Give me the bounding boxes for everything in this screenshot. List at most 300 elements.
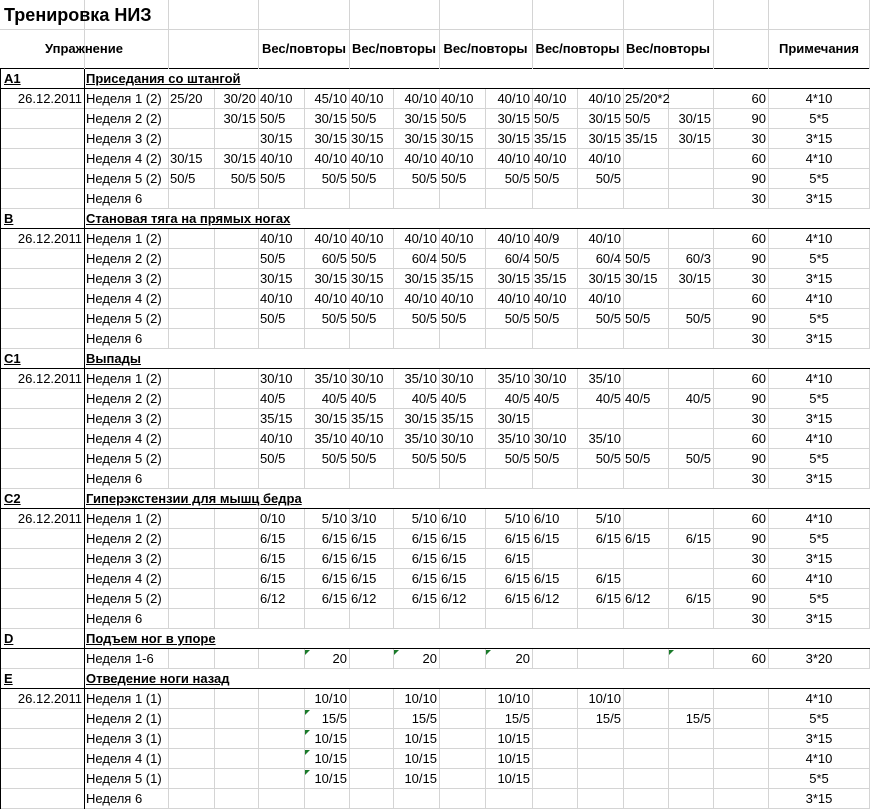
- week-label[interactable]: Неделя 6: [86, 191, 143, 206]
- set-9-cell[interactable]: 6/15: [534, 531, 560, 546]
- notes-cell[interactable]: 3*15: [805, 731, 833, 746]
- set-8-cell[interactable]: 10/15: [497, 751, 530, 766]
- set-12-cell[interactable]: [668, 789, 713, 809]
- set-10-cell[interactable]: 50/5: [595, 171, 621, 186]
- rest-seconds[interactable]: [713, 709, 768, 729]
- rest-seconds[interactable]: 60: [751, 91, 766, 106]
- header-weight-reps-4[interactable]: Вес/повторы: [535, 41, 620, 56]
- set-3-cell[interactable]: 6/15: [260, 531, 286, 546]
- notes-cell[interactable]: 4*10: [805, 691, 833, 706]
- set-2-cell[interactable]: [214, 649, 258, 669]
- set-1-cell[interactable]: [168, 429, 214, 449]
- set-6-cell[interactable]: 10/15: [404, 731, 437, 746]
- set-8-cell[interactable]: 10/10: [497, 691, 530, 706]
- set-1-cell[interactable]: [168, 369, 214, 389]
- set-7-cell[interactable]: 35/15: [441, 411, 474, 426]
- rest-seconds[interactable]: 60: [751, 651, 766, 666]
- set-12-cell[interactable]: [668, 189, 713, 209]
- set-9-cell[interactable]: 40/10: [534, 91, 567, 106]
- set-7-cell[interactable]: 40/10: [441, 231, 474, 246]
- set-11-cell[interactable]: 50/5: [625, 251, 651, 266]
- date-cell[interactable]: 26.12.2011: [17, 511, 82, 526]
- set-7-cell[interactable]: [439, 709, 485, 729]
- date-cell[interactable]: [0, 169, 84, 189]
- set-4-cell[interactable]: 10/15: [314, 771, 347, 786]
- set-4-cell[interactable]: 50/5: [321, 311, 347, 326]
- set-5-cell[interactable]: [349, 689, 393, 709]
- set-4-cell[interactable]: 6/15: [321, 551, 347, 566]
- week-label[interactable]: Неделя 1 (2): [86, 91, 162, 106]
- notes-cell[interactable]: 5*5: [809, 711, 829, 726]
- date-cell[interactable]: [0, 569, 84, 589]
- set-5-cell[interactable]: [349, 469, 393, 489]
- set-4-cell[interactable]: 5/10: [321, 511, 347, 526]
- rest-seconds[interactable]: 90: [751, 251, 766, 266]
- notes-cell[interactable]: 3*15: [805, 791, 833, 806]
- set-7-cell[interactable]: 40/10: [441, 151, 474, 166]
- set-6-cell[interactable]: 30/15: [404, 411, 437, 426]
- set-3-cell[interactable]: 40/10: [260, 291, 293, 306]
- set-3-cell[interactable]: [258, 649, 304, 669]
- set-6-cell[interactable]: 40/10: [404, 291, 437, 306]
- set-1-cell[interactable]: [168, 769, 214, 789]
- set-1-cell[interactable]: [168, 729, 214, 749]
- set-6-cell[interactable]: 6/15: [411, 591, 437, 606]
- set-11-cell[interactable]: 50/5: [625, 451, 651, 466]
- set-10-cell[interactable]: [577, 769, 623, 789]
- set-9-cell[interactable]: 50/5: [534, 171, 560, 186]
- set-4-cell[interactable]: [304, 469, 349, 489]
- set-10-cell[interactable]: 50/5: [595, 451, 621, 466]
- date-cell[interactable]: [0, 129, 84, 149]
- date-cell[interactable]: [0, 589, 84, 609]
- week-label[interactable]: Неделя 6: [86, 331, 143, 346]
- set-8-cell[interactable]: 15/5: [504, 711, 530, 726]
- notes-cell[interactable]: 3*15: [805, 411, 833, 426]
- set-7-cell[interactable]: 40/5: [441, 391, 467, 406]
- set-4-cell[interactable]: 40/10: [314, 291, 347, 306]
- set-1-cell[interactable]: [168, 709, 214, 729]
- set-6-cell[interactable]: 10/15: [404, 771, 437, 786]
- set-4-cell[interactable]: 50/5: [321, 171, 347, 186]
- set-8-cell[interactable]: 10/15: [497, 771, 530, 786]
- set-1-cell[interactable]: [168, 309, 214, 329]
- set-4-cell[interactable]: 35/10: [314, 431, 347, 446]
- week-label[interactable]: Неделя 4 (2): [86, 291, 162, 306]
- notes-cell[interactable]: 5*5: [809, 591, 829, 606]
- set-2-cell[interactable]: [214, 289, 258, 309]
- set-9-cell[interactable]: [532, 409, 577, 429]
- date-cell[interactable]: [0, 389, 84, 409]
- notes-cell[interactable]: 4*10: [805, 291, 833, 306]
- set-6-cell[interactable]: 10/10: [404, 691, 437, 706]
- set-3-cell[interactable]: 40/10: [260, 231, 293, 246]
- set-12-cell[interactable]: [668, 769, 713, 789]
- rest-seconds[interactable]: [713, 689, 768, 709]
- set-1-cell[interactable]: [168, 789, 214, 809]
- set-5-cell[interactable]: [349, 789, 393, 809]
- set-2-cell[interactable]: [214, 469, 258, 489]
- rest-seconds[interactable]: 60: [751, 291, 766, 306]
- set-12-cell[interactable]: 30/15: [678, 131, 711, 146]
- set-11-cell[interactable]: [623, 169, 668, 189]
- set-6-cell[interactable]: 5/10: [411, 511, 437, 526]
- set-3-cell[interactable]: 6/15: [260, 571, 286, 586]
- set-11-cell[interactable]: [623, 709, 668, 729]
- set-11-cell[interactable]: [623, 729, 668, 749]
- set-2-cell[interactable]: [214, 409, 258, 429]
- set-11-cell[interactable]: [623, 789, 668, 809]
- set-2-cell[interactable]: [214, 389, 258, 409]
- week-label[interactable]: Неделя 6: [86, 471, 143, 486]
- set-2-cell[interactable]: [214, 589, 258, 609]
- set-7-cell[interactable]: 30/15: [441, 131, 474, 146]
- notes-cell[interactable]: 5*5: [809, 771, 829, 786]
- week-label[interactable]: Неделя 5 (2): [86, 451, 162, 466]
- set-5-cell[interactable]: 6/12: [351, 591, 377, 606]
- set-12-cell[interactable]: [668, 229, 713, 249]
- set-8-cell[interactable]: 30/15: [497, 271, 530, 286]
- set-4-cell[interactable]: 35/10: [314, 371, 347, 386]
- set-12-cell[interactable]: [668, 649, 713, 669]
- set-3-cell[interactable]: 30/15: [260, 271, 293, 286]
- set-11-cell[interactable]: [623, 769, 668, 789]
- set-2-cell[interactable]: [214, 189, 258, 209]
- set-10-cell[interactable]: [577, 189, 623, 209]
- set-6-cell[interactable]: [393, 469, 439, 489]
- set-9-cell[interactable]: [532, 469, 577, 489]
- notes-cell[interactable]: 4*10: [805, 371, 833, 386]
- date-cell[interactable]: 26.12.2011: [17, 691, 82, 706]
- set-3-cell[interactable]: 30/15: [260, 131, 293, 146]
- set-1-cell[interactable]: [168, 569, 214, 589]
- set-7-cell[interactable]: 6/15: [441, 571, 467, 586]
- set-10-cell[interactable]: 5/10: [595, 511, 621, 526]
- set-7-cell[interactable]: 50/5: [441, 251, 467, 266]
- set-12-cell[interactable]: 50/5: [685, 311, 711, 326]
- set-6-cell[interactable]: 20: [422, 651, 437, 666]
- set-8-cell[interactable]: 50/5: [504, 311, 530, 326]
- set-6-cell[interactable]: 30/15: [404, 111, 437, 126]
- set-12-cell[interactable]: [668, 169, 713, 189]
- set-3-cell[interactable]: [258, 189, 304, 209]
- set-10-cell[interactable]: 6/15: [595, 571, 621, 586]
- set-7-cell[interactable]: [439, 469, 485, 489]
- set-7-cell[interactable]: 30/10: [441, 431, 474, 446]
- header-exercise[interactable]: Упражнение: [45, 41, 123, 56]
- set-5-cell[interactable]: 3/10: [351, 511, 377, 526]
- set-3-cell[interactable]: [258, 749, 304, 769]
- notes-cell[interactable]: 5*5: [809, 171, 829, 186]
- week-label[interactable]: Неделя 1 (2): [86, 371, 162, 386]
- set-3-cell[interactable]: 40/10: [260, 431, 293, 446]
- set-10-cell[interactable]: 40/10: [588, 151, 621, 166]
- set-3-cell[interactable]: [258, 689, 304, 709]
- set-7-cell[interactable]: 6/12: [441, 591, 467, 606]
- week-label[interactable]: Неделя 5 (2): [86, 591, 162, 606]
- set-12-cell[interactable]: [668, 369, 713, 389]
- set-2-cell[interactable]: [214, 449, 258, 469]
- set-2-cell[interactable]: [214, 249, 258, 269]
- set-7-cell[interactable]: [439, 329, 485, 349]
- set-8-cell[interactable]: 35/10: [497, 371, 530, 386]
- set-9-cell[interactable]: 50/5: [534, 251, 560, 266]
- set-12-cell[interactable]: [668, 749, 713, 769]
- set-3-cell[interactable]: [258, 709, 304, 729]
- set-2-cell[interactable]: [214, 369, 258, 389]
- rest-seconds[interactable]: 60: [751, 571, 766, 586]
- set-8-cell[interactable]: 30/15: [497, 111, 530, 126]
- set-12-cell[interactable]: 15/5: [685, 711, 711, 726]
- set-9-cell[interactable]: [532, 329, 577, 349]
- set-5-cell[interactable]: 50/5: [351, 171, 377, 186]
- notes-cell[interactable]: 3*15: [805, 471, 833, 486]
- set-10-cell[interactable]: 10/10: [588, 691, 621, 706]
- week-label[interactable]: Неделя 3 (2): [86, 271, 162, 286]
- set-2-cell[interactable]: 30/15: [223, 111, 256, 126]
- set-3-cell[interactable]: 40/10: [260, 151, 293, 166]
- set-2-cell[interactable]: [214, 549, 258, 569]
- set-6-cell[interactable]: 30/15: [404, 131, 437, 146]
- set-7-cell[interactable]: 50/5: [441, 171, 467, 186]
- set-9-cell[interactable]: 6/15: [534, 571, 560, 586]
- week-label[interactable]: Неделя 4 (2): [86, 571, 162, 586]
- set-2-cell[interactable]: [214, 129, 258, 149]
- rest-seconds[interactable]: 60: [751, 371, 766, 386]
- set-6-cell[interactable]: 50/5: [411, 311, 437, 326]
- set-3-cell[interactable]: [258, 469, 304, 489]
- set-11-cell[interactable]: [623, 429, 668, 449]
- set-2-cell[interactable]: [214, 749, 258, 769]
- set-4-cell[interactable]: [304, 189, 349, 209]
- set-4-cell[interactable]: 45/10: [314, 91, 347, 106]
- set-7-cell[interactable]: [439, 769, 485, 789]
- set-3-cell[interactable]: [258, 729, 304, 749]
- set-11-cell[interactable]: [623, 609, 668, 629]
- set-9-cell[interactable]: 30/10: [534, 431, 567, 446]
- set-8-cell[interactable]: 40/10: [497, 291, 530, 306]
- set-3-cell[interactable]: 6/15: [260, 551, 286, 566]
- set-7-cell[interactable]: 40/10: [441, 291, 474, 306]
- set-1-cell[interactable]: [168, 329, 214, 349]
- set-5-cell[interactable]: [349, 709, 393, 729]
- set-8-cell[interactable]: 6/15: [504, 551, 530, 566]
- set-7-cell[interactable]: 6/10: [441, 511, 467, 526]
- set-1-cell[interactable]: [168, 749, 214, 769]
- set-3-cell[interactable]: [258, 329, 304, 349]
- set-8-cell[interactable]: 6/15: [504, 591, 530, 606]
- set-7-cell[interactable]: [439, 609, 485, 629]
- sheet-title[interactable]: Тренировка НИЗ: [4, 5, 152, 25]
- notes-cell[interactable]: 4*10: [805, 431, 833, 446]
- set-8-cell[interactable]: 35/10: [497, 431, 530, 446]
- set-8-cell[interactable]: 50/5: [504, 171, 530, 186]
- set-11-cell[interactable]: 30/15: [625, 271, 658, 286]
- set-9-cell[interactable]: [532, 189, 577, 209]
- set-9-cell[interactable]: [532, 549, 577, 569]
- week-label[interactable]: Неделя 1 (1): [86, 691, 162, 706]
- rest-seconds[interactable]: 90: [751, 171, 766, 186]
- notes-cell[interactable]: 3*15: [805, 271, 833, 286]
- set-11-cell[interactable]: [623, 569, 668, 589]
- set-4-cell[interactable]: 40/5: [321, 391, 347, 406]
- set-8-cell[interactable]: 10/15: [497, 731, 530, 746]
- set-11-cell[interactable]: 6/12: [625, 591, 651, 606]
- exercise-name[interactable]: Гиперэкстензии для мышц бедра: [86, 491, 302, 506]
- set-2-cell[interactable]: 30/15: [223, 151, 256, 166]
- set-10-cell[interactable]: [577, 609, 623, 629]
- set-9-cell[interactable]: 40/10: [534, 151, 567, 166]
- week-label[interactable]: Неделя 1-6: [86, 651, 154, 666]
- set-11-cell[interactable]: [623, 229, 668, 249]
- set-12-cell[interactable]: [668, 549, 713, 569]
- set-4-cell[interactable]: 30/15: [314, 271, 347, 286]
- notes-cell[interactable]: 3*15: [805, 191, 833, 206]
- set-3-cell[interactable]: 35/15: [260, 411, 293, 426]
- set-10-cell[interactable]: 30/15: [588, 111, 621, 126]
- set-5-cell[interactable]: 30/15: [351, 271, 384, 286]
- set-8-cell[interactable]: 60/4: [504, 251, 530, 266]
- set-11-cell[interactable]: [623, 749, 668, 769]
- section-code[interactable]: D: [4, 631, 14, 646]
- date-cell[interactable]: 26.12.2011: [17, 231, 82, 246]
- set-12-cell[interactable]: [668, 89, 713, 109]
- set-6-cell[interactable]: [393, 609, 439, 629]
- set-11-cell[interactable]: [623, 509, 668, 529]
- set-12-cell[interactable]: [668, 329, 713, 349]
- set-5-cell[interactable]: 50/5: [351, 111, 377, 126]
- week-label[interactable]: Неделя 3 (2): [86, 131, 162, 146]
- set-4-cell[interactable]: 20: [332, 651, 347, 666]
- set-10-cell[interactable]: 60/4: [595, 251, 621, 266]
- set-8-cell[interactable]: 40/10: [497, 231, 530, 246]
- set-9-cell[interactable]: [532, 749, 577, 769]
- date-cell[interactable]: [0, 789, 84, 809]
- section-code[interactable]: E: [4, 671, 13, 686]
- week-label[interactable]: Неделя 4 (1): [86, 751, 162, 766]
- set-4-cell[interactable]: [304, 789, 349, 809]
- set-12-cell[interactable]: [668, 509, 713, 529]
- set-9-cell[interactable]: 30/10: [534, 371, 567, 386]
- set-7-cell[interactable]: 50/5: [441, 451, 467, 466]
- exercise-name[interactable]: Приседания со штангой: [86, 71, 241, 86]
- notes-cell[interactable]: 3*15: [805, 331, 833, 346]
- set-10-cell[interactable]: [577, 409, 623, 429]
- set-11-cell[interactable]: [623, 649, 668, 669]
- set-8-cell[interactable]: [485, 469, 532, 489]
- notes-cell[interactable]: 3*15: [805, 551, 833, 566]
- set-12-cell[interactable]: 60/3: [685, 251, 711, 266]
- notes-cell[interactable]: 5*5: [809, 531, 829, 546]
- set-1-cell[interactable]: [168, 609, 214, 629]
- set-6-cell[interactable]: 50/5: [411, 171, 437, 186]
- set-10-cell[interactable]: [577, 329, 623, 349]
- set-2-cell[interactable]: [214, 709, 258, 729]
- rest-seconds[interactable]: 60: [751, 511, 766, 526]
- set-9-cell[interactable]: [532, 769, 577, 789]
- set-9-cell[interactable]: 50/5: [534, 451, 560, 466]
- set-11-cell[interactable]: [623, 189, 668, 209]
- notes-cell[interactable]: 4*10: [805, 751, 833, 766]
- set-1-cell[interactable]: [168, 389, 214, 409]
- set-1-cell[interactable]: [168, 229, 214, 249]
- set-9-cell[interactable]: [532, 789, 577, 809]
- set-10-cell[interactable]: 40/5: [595, 391, 621, 406]
- set-12-cell[interactable]: [668, 569, 713, 589]
- set-8-cell[interactable]: 40/10: [497, 151, 530, 166]
- date-cell[interactable]: [0, 269, 84, 289]
- set-5-cell[interactable]: [349, 329, 393, 349]
- set-8-cell[interactable]: [485, 189, 532, 209]
- set-3-cell[interactable]: 30/10: [260, 371, 293, 386]
- rest-seconds[interactable]: 60: [751, 231, 766, 246]
- set-7-cell[interactable]: 6/15: [441, 551, 467, 566]
- set-11-cell[interactable]: 40/5: [625, 391, 651, 406]
- rest-seconds[interactable]: [713, 789, 768, 809]
- set-11-cell[interactable]: [623, 289, 668, 309]
- set-4-cell[interactable]: 40/10: [314, 231, 347, 246]
- date-cell[interactable]: [0, 249, 84, 269]
- set-11-cell[interactable]: 6/15: [625, 531, 651, 546]
- week-label[interactable]: Неделя 6: [86, 611, 143, 626]
- set-8-cell[interactable]: 50/5: [504, 451, 530, 466]
- header-weight-reps-2[interactable]: Вес/повторы: [351, 41, 437, 56]
- set-10-cell[interactable]: 40/10: [588, 91, 621, 106]
- set-5-cell[interactable]: [349, 729, 393, 749]
- set-7-cell[interactable]: 50/5: [441, 311, 467, 326]
- set-9-cell[interactable]: 40/9: [534, 231, 560, 246]
- notes-cell[interactable]: 3*15: [805, 611, 833, 626]
- date-cell[interactable]: [0, 549, 84, 569]
- rest-seconds[interactable]: 30: [751, 411, 766, 426]
- set-3-cell[interactable]: 50/5: [260, 111, 286, 126]
- section-code[interactable]: B: [4, 211, 14, 226]
- set-11-cell[interactable]: 50/5: [625, 311, 651, 326]
- set-12-cell[interactable]: 50/5: [685, 451, 711, 466]
- set-9-cell[interactable]: 40/5: [534, 391, 560, 406]
- notes-cell[interactable]: 5*5: [809, 111, 829, 126]
- rest-seconds[interactable]: 30: [751, 331, 766, 346]
- set-10-cell[interactable]: 35/10: [588, 431, 621, 446]
- set-4-cell[interactable]: [304, 329, 349, 349]
- set-8-cell[interactable]: 5/10: [504, 511, 530, 526]
- set-4-cell[interactable]: 6/15: [321, 591, 347, 606]
- set-2-cell[interactable]: [214, 789, 258, 809]
- notes-cell[interactable]: 4*10: [805, 511, 833, 526]
- set-12-cell[interactable]: 30/15: [678, 111, 711, 126]
- rest-seconds[interactable]: [713, 769, 768, 789]
- set-12-cell[interactable]: [668, 289, 713, 309]
- set-11-cell[interactable]: 35/15: [625, 131, 658, 146]
- set-3-cell[interactable]: 6/12: [260, 591, 286, 606]
- set-8-cell[interactable]: [485, 609, 532, 629]
- week-label[interactable]: Неделя 4 (2): [86, 151, 162, 166]
- exercise-name[interactable]: Подъем ног в упоре: [86, 631, 216, 646]
- set-4-cell[interactable]: 30/15: [314, 111, 347, 126]
- date-cell[interactable]: 26.12.2011: [17, 91, 82, 106]
- exercise-name[interactable]: Отведение ноги назад: [86, 671, 230, 686]
- exercise-name[interactable]: Становая тяга на прямых ногах: [86, 211, 291, 226]
- week-label[interactable]: Неделя 2 (2): [86, 111, 162, 126]
- set-6-cell[interactable]: 40/10: [404, 151, 437, 166]
- set-11-cell[interactable]: [623, 329, 668, 349]
- set-5-cell[interactable]: 50/5: [351, 311, 377, 326]
- set-11-cell[interactable]: [623, 469, 668, 489]
- date-cell[interactable]: 26.12.2011: [17, 371, 82, 386]
- date-cell[interactable]: [0, 329, 84, 349]
- set-10-cell[interactable]: 50/5: [595, 311, 621, 326]
- set-2-cell[interactable]: [214, 569, 258, 589]
